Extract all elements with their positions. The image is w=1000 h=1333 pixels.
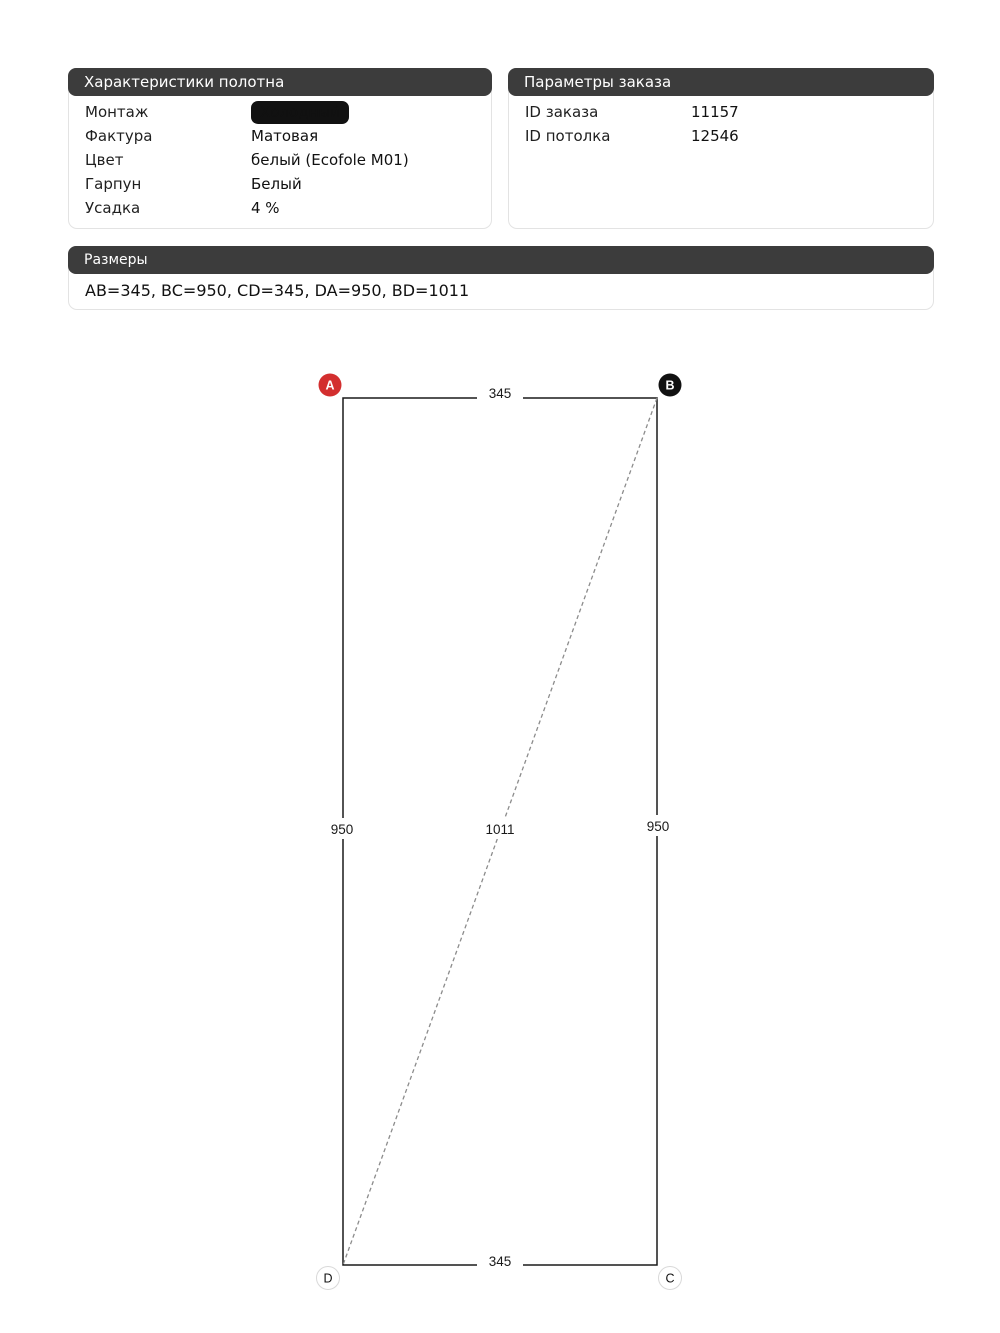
edge-ab-label [477, 383, 523, 402]
montage-badge: Холодный [251, 101, 349, 124]
vertex-b-letter: B [665, 378, 675, 393]
svg-text:345: 345 [488, 1254, 512, 1269]
row-harpoon-label: Гарпун [85, 175, 142, 193]
vertex-a-letter: A [325, 378, 335, 393]
row-ceiling-id-value: 12546 [691, 127, 739, 145]
dimensions-summary: AB=345, BC=950, CD=345, DA=950, BD=1011 [85, 280, 470, 300]
order-card-title: Параметры заказа [524, 73, 672, 91]
row-ceiling-id-label: ID потолка [525, 127, 611, 145]
row-texture-value: Матовая [251, 127, 319, 145]
vertex-a-marker [319, 374, 342, 397]
row-color-value: белый (Ecofole M01) [251, 151, 409, 169]
row-order-id-label: ID заказа [525, 103, 599, 121]
edge-bc-label [637, 815, 680, 836]
edge-da-label [321, 818, 364, 839]
vertex-d-marker [317, 1267, 340, 1290]
row-shrinkage-value: 4 % [251, 199, 280, 217]
vertex-c-marker [659, 1267, 682, 1290]
row-montage-label: Монтаж [85, 103, 149, 121]
svg-text:345: 345 [488, 386, 512, 401]
svg-text:950: 950 [646, 819, 670, 834]
vertex-c-letter: C [665, 1271, 675, 1286]
svg-text:950: 950 [330, 822, 354, 837]
diagonal-bd-label [473, 818, 527, 839]
row-shrinkage-label: Усадка [85, 199, 141, 217]
edge-cd-label [477, 1251, 523, 1270]
row-texture-label: Фактура [85, 127, 153, 145]
vertex-d-letter: D [323, 1271, 333, 1286]
canvas-card-title: Характеристики полотна [84, 73, 285, 91]
row-harpoon-value: Белый [251, 175, 302, 193]
svg-text:1011: 1011 [485, 822, 515, 837]
row-color-label: Цвет [85, 151, 124, 169]
dimensions-card-title: Размеры [84, 252, 148, 268]
row-order-id-value: 11157 [691, 103, 739, 121]
vertex-b-marker [659, 374, 682, 397]
